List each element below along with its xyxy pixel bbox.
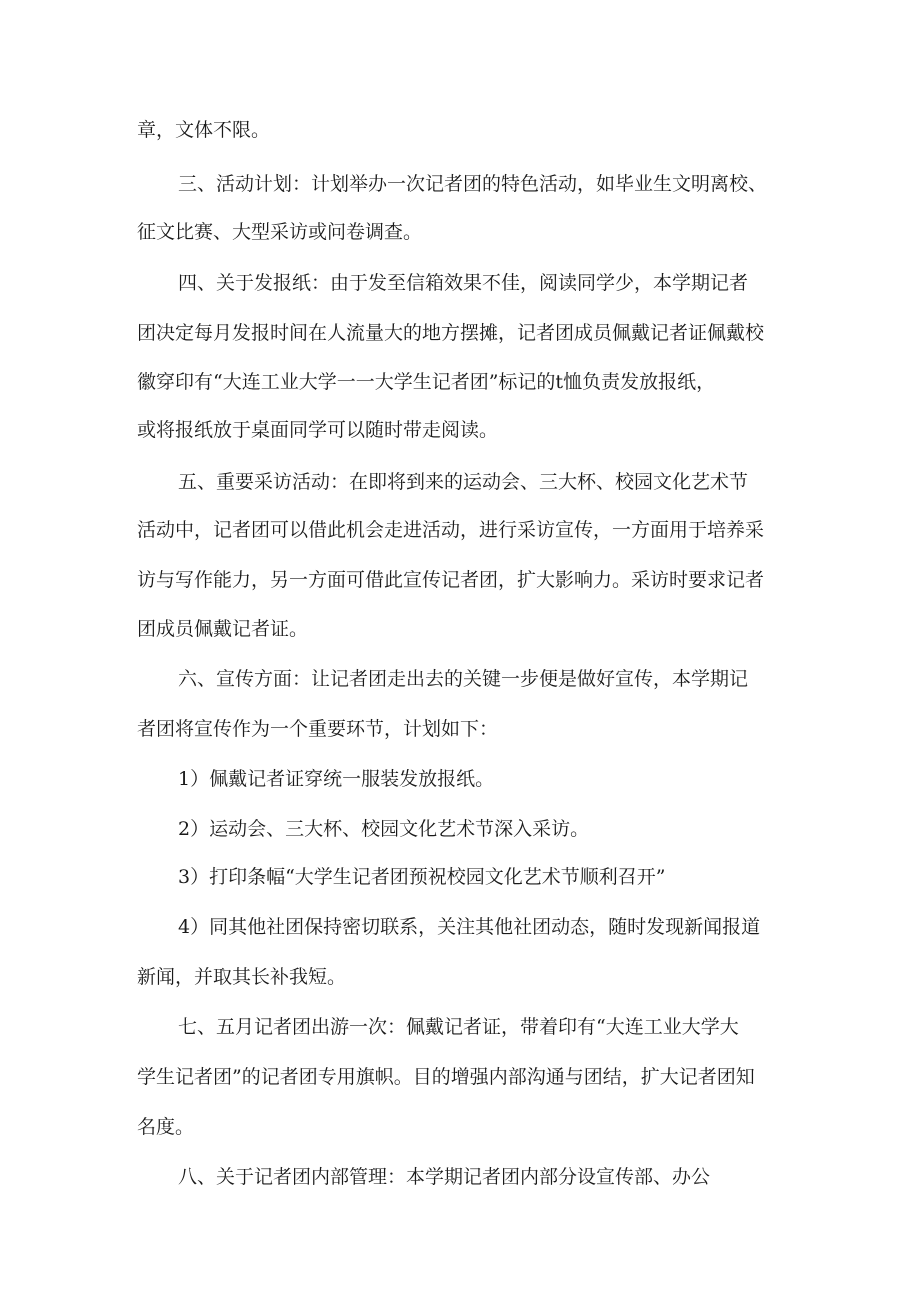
- text-line: 五、重要采访活动：在即将到来的运动会、三大杯、校园文化艺术节: [178, 471, 749, 493]
- text-line: 访与写作能力，另一方面可借此宣传记者团，扩大影响力。采访时要求记者: [137, 569, 765, 591]
- text-line: 活动中，记者团可以借此机会走进活动，进行采访宣传，一方面用于培养采: [137, 519, 765, 541]
- list-item: 2）运动会、三大杯、校园文化艺术节深入采访。: [178, 818, 590, 840]
- list-item: 1）佩戴记者证穿统一服装发放报纸。: [178, 768, 495, 790]
- text-line: 新闻，并取其长补我短。: [137, 966, 347, 988]
- text-line: 七、五月记者团出游一次：佩戴记者证，带着印有“大连工业大学大: [178, 1016, 739, 1038]
- text-line: 三、活动计划：计划举办一次记者团的特色活动，如毕业生文明离校、: [178, 173, 768, 195]
- text-line: 者团将宣传作为一个重要环节，计划如下：: [137, 718, 499, 740]
- text-line: 章，文体不限。: [137, 119, 271, 141]
- text-line: 或将报纸放于桌面同学可以随时带走阅读。: [137, 419, 499, 441]
- text-line: 六、宣传方面：让记者团走出去的关键一步便是做好宣传，本学期记: [178, 668, 749, 690]
- text-line: 八、关于记者团内部管理：本学期记者团内部分设宣传部、办公: [178, 1166, 711, 1188]
- text-line: 团决定每月发报时间在人流量大的地方摆摊，记者团成员佩戴记者证佩戴校: [137, 322, 765, 344]
- text-line: 征文比赛、大型采访或问卷调查。: [137, 221, 423, 243]
- text-line: 团成员佩戴记者证。: [137, 618, 309, 640]
- text-line: 名度。: [137, 1116, 195, 1138]
- list-item: 4）同其他社团保持密切联系，关注其他社团动态，随时发现新闻报道: [178, 916, 761, 938]
- text-line: 徽穿印有“大连工业大学一一大学生记者团”标记的t恤负责发放报纸，: [137, 371, 716, 393]
- text-line: 四、关于发报纸：由于发至信箱效果不佳，阅读同学少，本学期记者: [178, 272, 749, 294]
- text-line: 学生记者团”的记者团专用旗帜。目的增强内部沟通与团结，扩大记者团知: [137, 1066, 755, 1088]
- list-item: 3）打印条幅“大学生记者团预祝校园文化艺术节顺利召开”: [178, 866, 666, 888]
